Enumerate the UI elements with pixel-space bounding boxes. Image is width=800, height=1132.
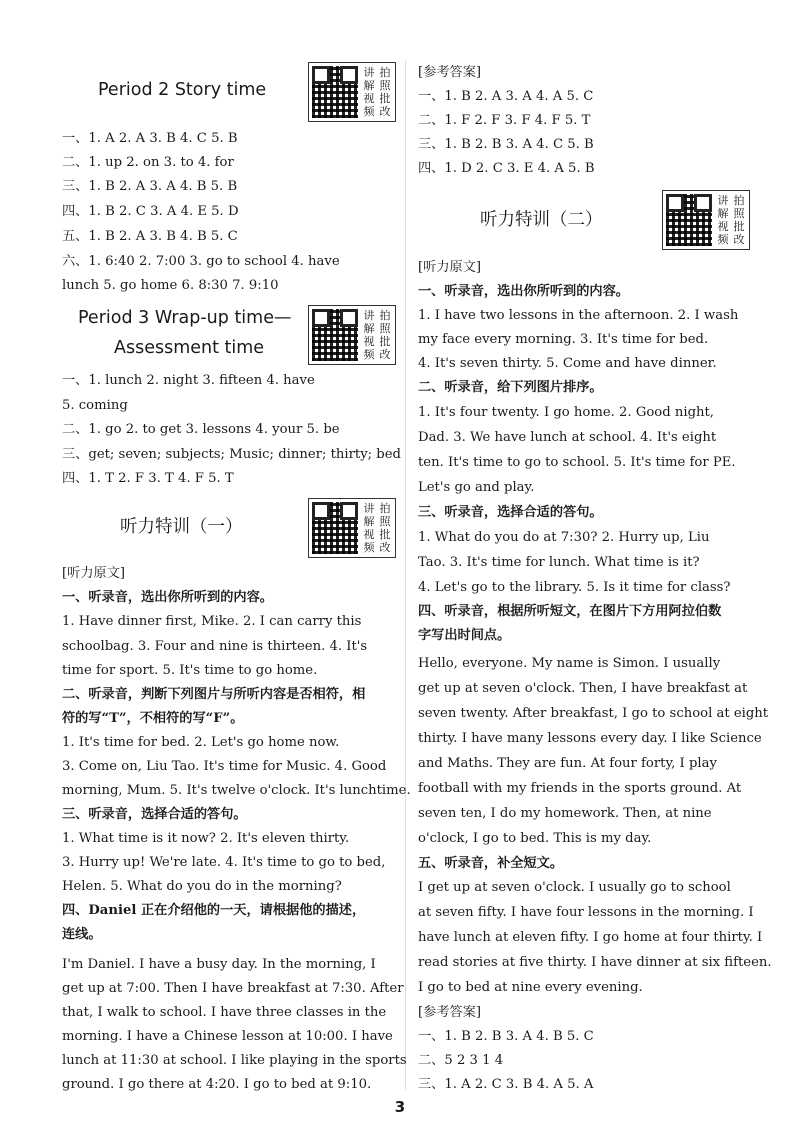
text-line: 3. Hurry up! We're late. 4. It's time to go to bed, xyxy=(62,855,386,870)
qr-label: 讲 拍 解 照 视 批 频 改 xyxy=(363,309,391,361)
section-label: [参考答案] xyxy=(418,65,482,80)
section-label: [听力原文] xyxy=(62,566,126,581)
text-line: Hello, everyone. My name is Simon. I usually xyxy=(418,656,721,671)
period2-title: Period 2 Story time xyxy=(98,80,267,100)
answer-line: 一、1. B 2. A 3. A 4. A 5. C xyxy=(418,89,594,104)
question-heading: 一、听录音，选出你所听到的内容。 xyxy=(62,590,273,605)
answer-line: lunch 5. go home 6. 8:30 7. 9:10 xyxy=(62,278,279,293)
section-label: [听力原文] xyxy=(418,260,482,275)
column-divider xyxy=(405,60,406,1090)
text-line: have lunch at eleven fifty. I go home at four thirty. I xyxy=(418,930,763,945)
answer-line: 二、1. up 2. on 3. to 4. for xyxy=(62,155,234,170)
answer-line: 二、1. go 2. to get 3. lessons 4. your 5. be xyxy=(62,422,340,437)
text-line: football with my friends in the sports ground. At xyxy=(418,781,742,796)
text-line: 4. Let's go to the library. 5. Is it time for class? xyxy=(418,580,731,595)
text-line: time for sport. 5. It's time to go home. xyxy=(62,663,318,678)
answer-line: 一、1. B 2. B 3. A 4. B 5. C xyxy=(418,1029,594,1044)
text-line: seven twenty. After breakfast, I go to school at eight xyxy=(418,706,769,721)
text-line: and Maths. They are fun. At four forty, I play xyxy=(418,756,717,771)
answer-line: 二、1. F 2. F 3. F 4. F 5. T xyxy=(418,113,591,128)
answer-line: 三、1. B 2. A 3. A 4. B 5. B xyxy=(62,179,238,194)
qr-code-listening1[interactable] xyxy=(308,498,396,558)
question-heading: 二、听录音，判断下列图片与所听内容是否相符，相 xyxy=(62,687,366,702)
question-heading: 五、听录音，补全短文。 xyxy=(418,856,564,871)
answer-line: 四、1. D 2. C 3. E 4. A 5. B xyxy=(418,161,595,176)
text-line: thirty. I have many lessons every day. I like Science xyxy=(418,731,762,746)
text-line: 4. It's seven thirty. 5. Come and have dinner. xyxy=(418,356,717,371)
text-line: ten. It's time to go to school. 5. It's time for PE. xyxy=(418,455,736,470)
text-line: Helen. 5. What do you do in the morning? xyxy=(62,879,342,894)
section-label: [参考答案] xyxy=(418,1005,482,1020)
text-line: 3. Come on, Liu Tao. It's time for Music. 4. Good xyxy=(62,759,387,774)
text-line: 1. I have two lessons in the afternoon. 2. I wash xyxy=(418,308,739,323)
answer-line: 5. coming xyxy=(62,398,128,413)
answer-line: 一、1. lunch 2. night 3. fifteen 4. have xyxy=(62,373,315,388)
qr-code-period2[interactable] xyxy=(308,62,396,122)
answer-line: 三、1. A 2. C 3. B 4. A 5. A xyxy=(418,1077,594,1092)
question-heading: 字写出时间点。 xyxy=(418,628,511,643)
text-line: get up at 7:00. Then I have breakfast at 7:30. After xyxy=(62,981,404,996)
period3-title-line2: Assessment time xyxy=(114,338,265,358)
question-heading: 连线。 xyxy=(62,927,102,942)
text-line: at seven fifty. I have four lessons in the morning. I xyxy=(418,905,754,920)
question-heading: 三、听录音，选择合适的答句。 xyxy=(418,505,603,520)
text-line: 1. What do you do at 7:30? 2. Hurry up, Liu xyxy=(418,530,710,545)
answer-line: 四、1. B 2. C 3. A 4. E 5. D xyxy=(62,204,239,219)
text-line: schoolbag. 3. Four and nine is thirteen. 4. It's xyxy=(62,639,368,654)
text-line: lunch at 11:30 at school. I like playing in the sports xyxy=(62,1053,407,1068)
text-line: Dad. 3. We have lunch at school. 4. It's eight xyxy=(418,430,717,445)
answer-line: 四、1. T 2. F 3. T 4. F 5. T xyxy=(62,471,234,486)
question-heading: 一、听录音，选出你所听到的内容。 xyxy=(418,284,629,299)
period3-title-line1: Period 3 Wrap-up time— xyxy=(78,308,292,328)
text-line: 1. It's four twenty. I go home. 2. Good night, xyxy=(418,405,715,420)
text-line: morning, Mum. 5. It's twelve o'clock. It's lunchtime. xyxy=(62,783,411,798)
page-number: 3 xyxy=(394,1098,406,1116)
answer-line: 五、1. B 2. A 3. B 4. B 5. C xyxy=(62,229,238,244)
listening2-title: 听力特训（二） xyxy=(480,210,603,230)
qr-code-icon xyxy=(312,502,358,554)
text-line: 1. Have dinner first, Mike. 2. I can carry this xyxy=(62,614,362,629)
text-line: morning. I have a Chinese lesson at 10:00. I have xyxy=(62,1029,393,1044)
qr-code-icon xyxy=(312,66,358,118)
text-line: I get up at seven o'clock. I usually go to school xyxy=(418,880,731,895)
answer-line: 三、get; seven; subjects; Music; dinner; thirty; bed xyxy=(62,447,401,462)
question-heading: 二、听录音，给下列图片排序。 xyxy=(418,380,603,395)
text-line: read stories at five thirty. I have dinner at six fifteen. xyxy=(418,955,772,970)
qr-label: 讲 拍 解 照 视 批 频 改 xyxy=(363,502,391,554)
text-line: Let's go and play. xyxy=(418,480,535,495)
qr-code-listening2[interactable] xyxy=(662,190,750,250)
text-line: o'clock, I go to bed. This is my day. xyxy=(418,831,652,846)
text-line: I'm Daniel. I have a busy day. In the morning, I xyxy=(62,957,376,972)
text-line: Tao. 3. It's time for lunch. What time is it? xyxy=(418,555,700,570)
question-heading: 符的写“T”，不相符的写“F”。 xyxy=(62,711,244,726)
text-line: my face every morning. 3. It's time for bed. xyxy=(418,332,709,347)
text-line: 1. What time is it now? 2. It's eleven thirty. xyxy=(62,831,350,846)
qr-code-icon xyxy=(666,194,712,246)
question-heading: 三、听录音，选择合适的答句。 xyxy=(62,807,247,822)
qr-code-icon xyxy=(312,309,358,361)
answer-line: 二、5 2 3 1 4 xyxy=(418,1053,504,1068)
qr-label: 讲 拍 解 照 视 批 频 改 xyxy=(363,66,391,118)
qr-label: 讲 拍 解 照 视 批 频 改 xyxy=(717,194,745,246)
answer-line: 一、1. A 2. A 3. B 4. C 5. B xyxy=(62,131,238,146)
question-heading: 四、听录音，根据所听短文，在图片下方用阿拉伯数 xyxy=(418,604,722,619)
listening1-title: 听力特训（一） xyxy=(120,517,243,537)
text-line: ground. I go there at 4:20. I go to bed at 9:10. xyxy=(62,1077,372,1092)
text-line: I go to bed at nine every evening. xyxy=(418,980,643,995)
answer-line: 六、1. 6:40 2. 7:00 3. go to school 4. have xyxy=(62,254,340,269)
text-line: seven ten, I do my homework. Then, at nine xyxy=(418,806,712,821)
text-line: 1. It's time for bed. 2. Let's go home now. xyxy=(62,735,340,750)
qr-code-period3[interactable] xyxy=(308,305,396,365)
text-line: that, I walk to school. I have three classes in the xyxy=(62,1005,387,1020)
answer-line: 三、1. B 2. B 3. A 4. C 5. B xyxy=(418,137,594,152)
text-line: get up at seven o'clock. Then, I have breakfast at xyxy=(418,681,748,696)
question-heading: 四、Daniel 正在介绍他的一天，请根据他的描述， xyxy=(62,903,366,918)
